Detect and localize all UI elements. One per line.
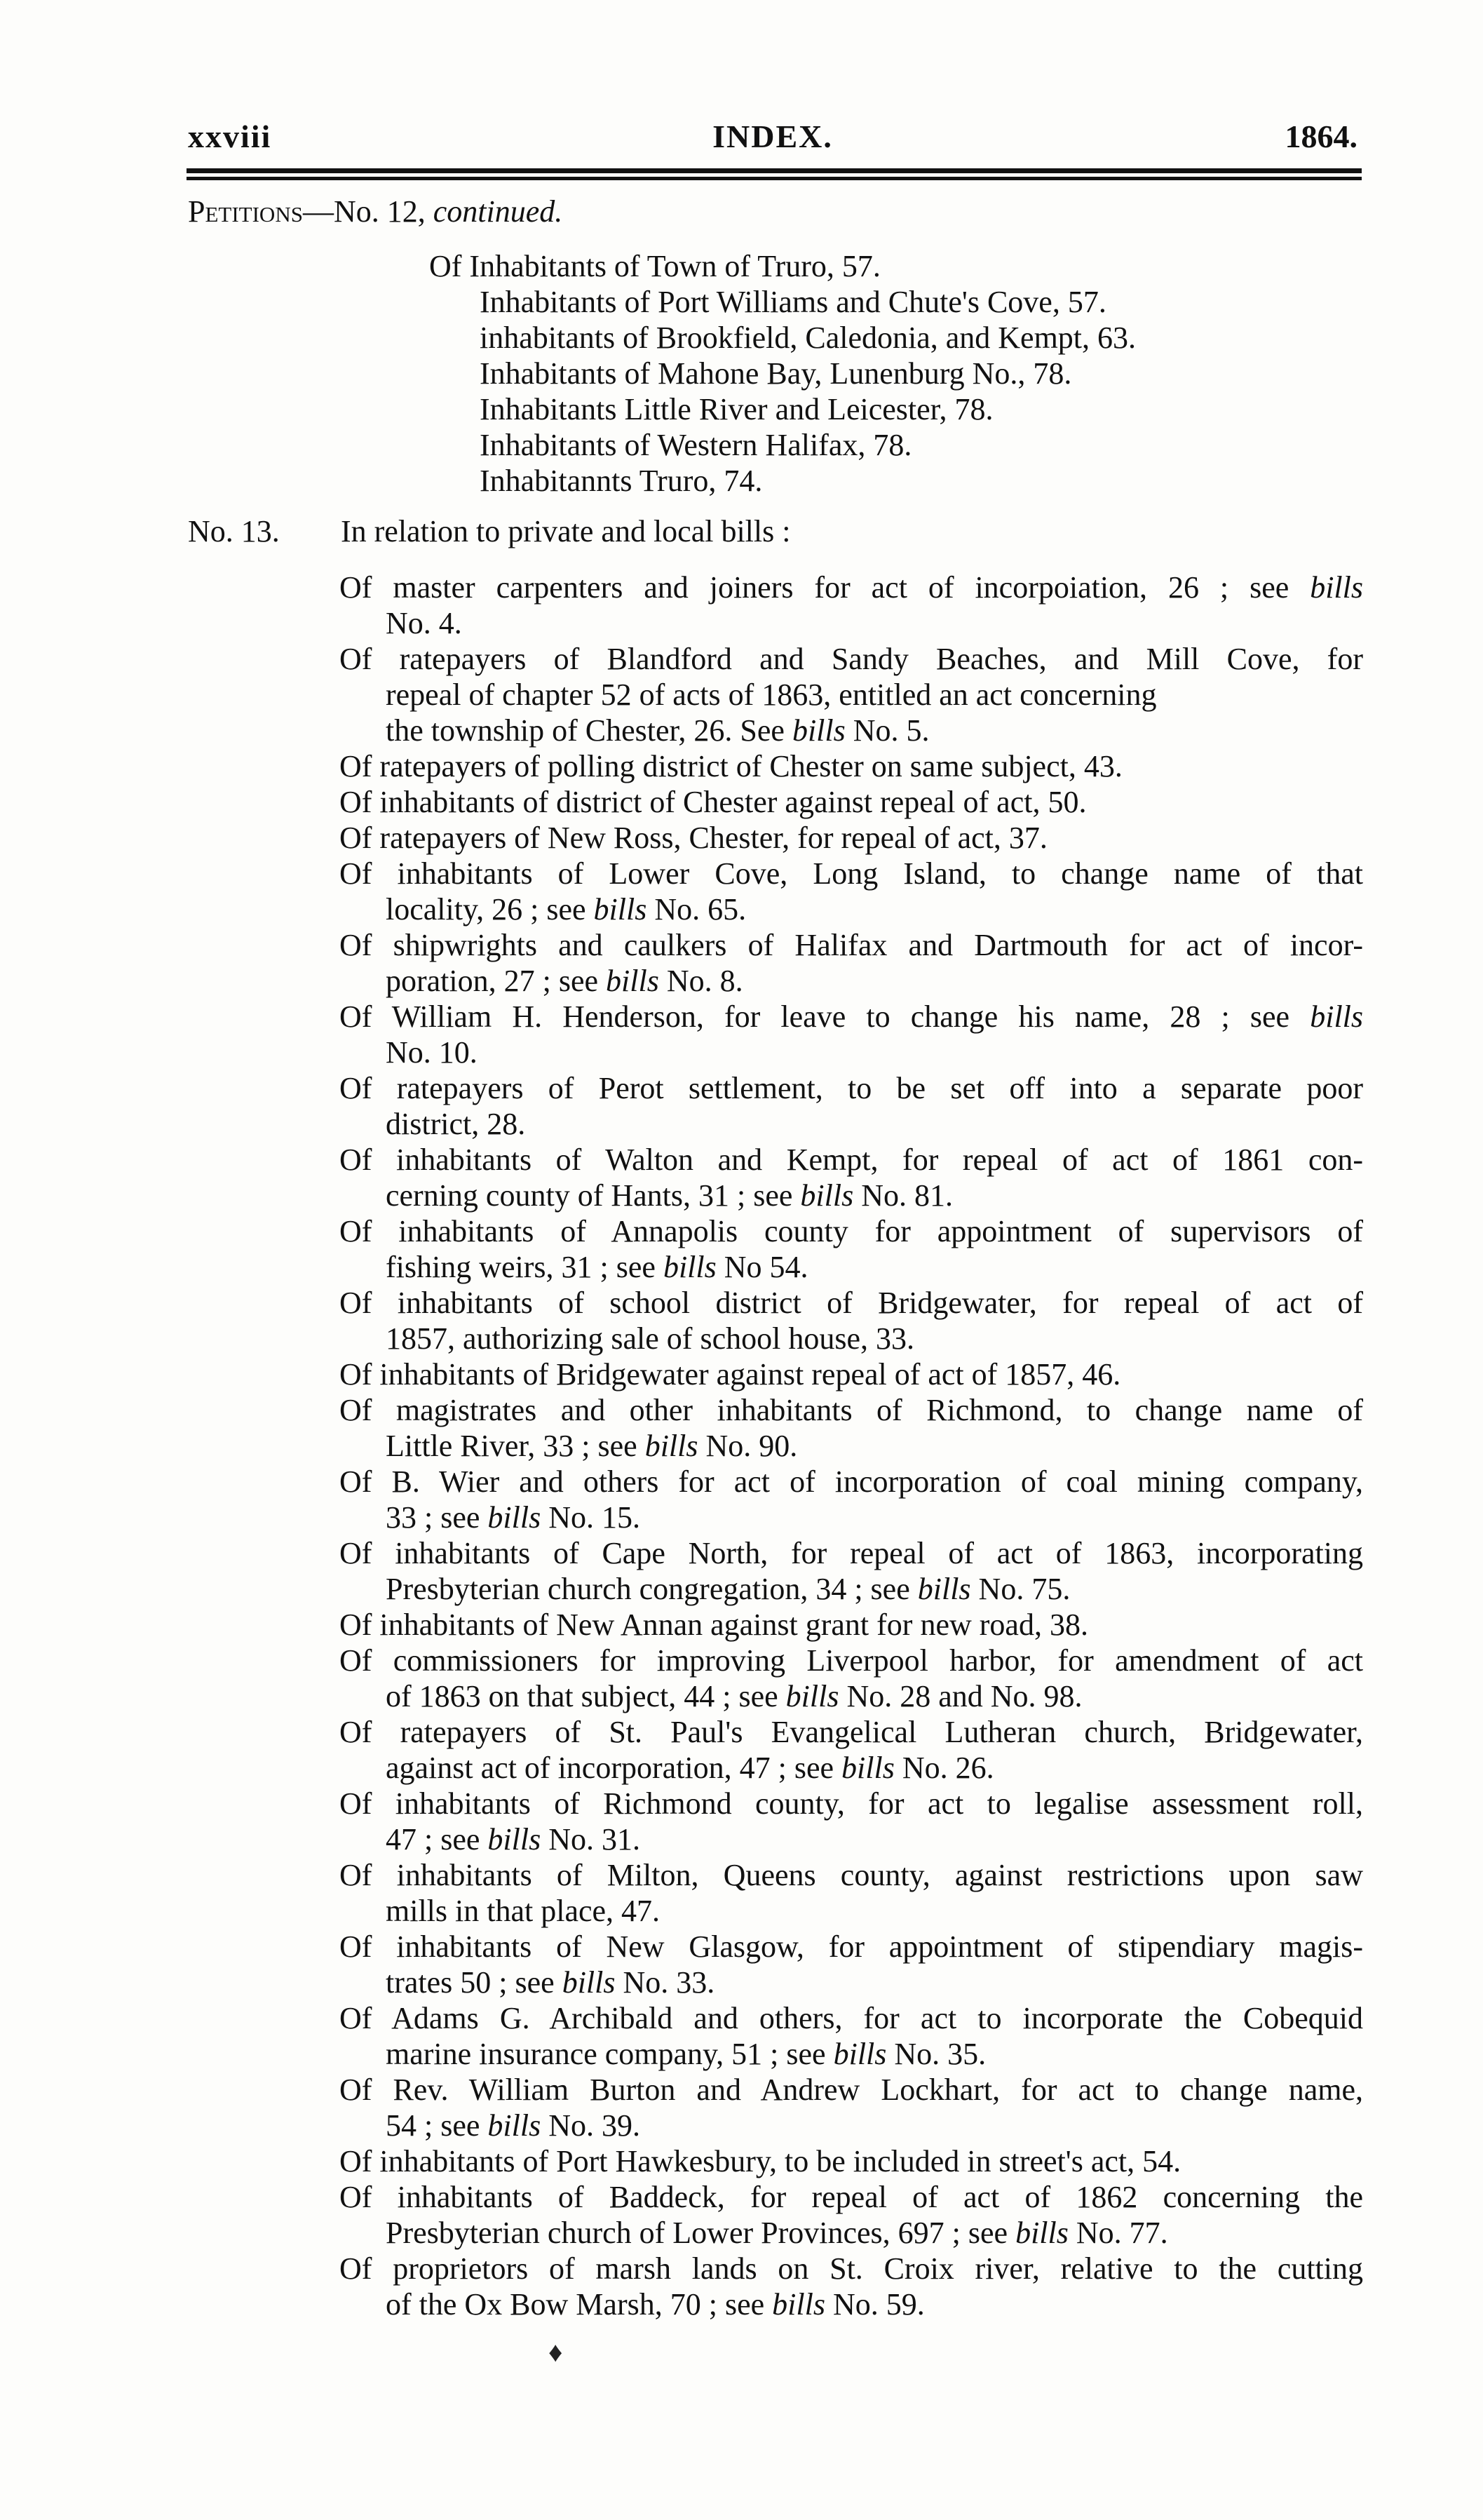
list-item: [339, 820, 1363, 856]
bills-ref: bills: [663, 1250, 717, 1284]
entry-text: Of inhabitants of Bridgewater against repeal of act of 1857, 46.: [339, 1357, 1121, 1392]
list-item: [339, 2143, 1363, 2179]
entry-text: 54 ; see: [386, 2108, 480, 2143]
list-item: [339, 1535, 1363, 1607]
list-item: [339, 748, 1363, 784]
list-item: [339, 1607, 1363, 1643]
entry-text: No. 65.: [646, 892, 747, 927]
list-item: [339, 2072, 1363, 2143]
entry-text: Of proprietors of marsh lands on St. Croix river, relative to the cutting: [339, 2251, 1363, 2286]
list-item: [339, 2179, 1363, 2251]
bills-ref: bills: [833, 2037, 887, 2071]
list-item: [339, 1356, 1363, 1392]
bills-ref: bills: [1015, 2216, 1069, 2250]
entry-text: of 1863 on that subject, 44 ; see: [386, 1679, 778, 1713]
page-header: [188, 118, 1357, 160]
list-item: [339, 856, 1363, 927]
entry-text: marine insurance company, 51 ; see: [386, 2037, 826, 2071]
list-item: [339, 570, 1363, 641]
entry-text: the township of Chester, 26. See: [386, 713, 785, 748]
entry-text: No. 4.: [386, 606, 462, 640]
bills-ref: bills: [593, 892, 647, 927]
list-item: [339, 1213, 1363, 1285]
subsection-number: No. 13.: [188, 514, 280, 548]
bills-ref: bills: [785, 1679, 839, 1713]
entry-text: No. 90.: [698, 1429, 798, 1463]
entry-text: No. 35.: [886, 2037, 987, 2071]
list-item: [339, 927, 1363, 999]
bills-ref: bills: [1310, 999, 1364, 1034]
entry-text: Of inhabitants of Cape North, for repeal of act of 1863, incorporating: [339, 1536, 1363, 1570]
entry-text: No. 75.: [970, 1572, 1071, 1606]
entry-text: trates 50 ; see: [386, 1965, 555, 2000]
entry-text: 33 ; see: [386, 1500, 480, 1535]
bills-ref: bills: [772, 2287, 825, 2322]
entry-text: poration, 27 ; see: [386, 964, 599, 998]
list-item: Inhabitants Little River and Leicester, 78.: [480, 392, 994, 426]
bills-ref: bills: [562, 1965, 616, 2000]
entry-text: Of B. Wier and others for act of incorporation of coal mining company,: [339, 1464, 1363, 1499]
page-number-roman: xxviii: [188, 119, 272, 154]
bills-ref: bills: [606, 964, 659, 998]
entry-text: cerning county of Hants, 31 ; see: [386, 1178, 793, 1213]
subsection-heading: [188, 513, 790, 549]
entry-text: 1857, authorizing sale of school house, 33.: [386, 1321, 914, 1356]
list-item: [339, 1392, 1363, 1464]
entry-text: No. 5.: [845, 713, 930, 748]
entry-text: Of inhabitants of Annapolis county for appointment of supervisors of: [339, 1214, 1363, 1248]
year: 1864.: [1285, 119, 1357, 154]
printer-mark: ♦: [548, 2336, 563, 2368]
entry-text: 47 ; see: [386, 1822, 480, 1857]
section-number: —No. 12,: [302, 194, 433, 229]
bills-ref: bills: [800, 1178, 854, 1213]
entry-text: Of magistrates and other inhabitants of Richmond, to change name of: [339, 1393, 1363, 1427]
list-item: [339, 1643, 1363, 1714]
list-item: [339, 999, 1363, 1070]
list-item: Inhabitants of Port Williams and Chute's Cove, 57.: [480, 285, 1106, 319]
entry-text: No. 15.: [541, 1500, 640, 1535]
entry-text: mills in that place, 47.: [386, 1894, 661, 1928]
list-item: [339, 1929, 1363, 2000]
list-item: [339, 1714, 1363, 1786]
entry-text: No. 10.: [386, 1035, 478, 1070]
entry-text: Of ratepayers of St. Paul's Evangelical Lutheran church, Bridgewater,: [339, 1715, 1363, 1749]
entry-text: locality, 26 ; see: [386, 892, 586, 927]
entry-text: Of commissioners for improving Liverpool harbor, for amendment of act: [339, 1643, 1363, 1678]
page-title: INDEX.: [712, 119, 833, 154]
entry-text: Of ratepayers of Blandford and Sandy Beaches, and Mill Cove, for: [339, 642, 1363, 676]
list-item: [339, 1070, 1363, 1142]
list-item: [339, 641, 1363, 748]
entry-text: fishing weirs, 31 ; see: [386, 1250, 656, 1284]
section-heading: [188, 194, 562, 229]
entry-text: No. 59.: [825, 2287, 925, 2322]
entry-text: Of shipwrights and caulkers of Halifax and Dartmouth for act of incor-: [339, 928, 1363, 962]
entry-text: Of inhabitants of Milton, Queens county, against restrictions upon saw: [339, 1858, 1363, 1892]
entry-text: Of inhabitants of New Annan against grant for new road, 38.: [339, 1608, 1088, 1642]
entry-text: Of Rev. William Burton and Andrew Lockhart, for act to change name,: [339, 2073, 1363, 2107]
list-item: Inhabitants of Mahone Bay, Lunenburg No., 78.: [480, 356, 1072, 391]
list-item: Inhabitants of Western Halifax, 78.: [480, 428, 912, 462]
list-item: [339, 784, 1363, 820]
list-item: [339, 2000, 1363, 2072]
entry-text: Of ratepayers of polling district of Chester on same subject, 43.: [339, 749, 1123, 783]
list-item: [339, 1142, 1363, 1213]
bills-ref: bills: [487, 1500, 541, 1535]
list-item: [339, 1857, 1363, 1929]
list-item: inhabitants of Brookfield, Caledonia, and Kempt, 63.: [480, 321, 1137, 355]
entry-text: No. 31.: [541, 1822, 640, 1857]
header-rule-thin: [187, 177, 1362, 180]
list-item: Inhabitannts Truro, 74.: [480, 464, 763, 498]
entry-text: No 54.: [716, 1250, 808, 1284]
list-item: [339, 1285, 1363, 1356]
entry-text: Of inhabitants of New Glasgow, for appointment of stipendiary magis-: [339, 1929, 1363, 1964]
petition-list-continued: [429, 248, 1136, 499]
list-item: [339, 1464, 1363, 1535]
subsection-title: In relation to private and local bills :: [341, 514, 791, 548]
entry-text: No. 77.: [1068, 2216, 1168, 2250]
entry-text: district, 28.: [386, 1107, 526, 1141]
petition-entries: [339, 570, 1363, 2322]
list-item: Of Inhabitants of Town of Truro, 57.: [429, 249, 881, 283]
entry-text: No. 8.: [658, 964, 743, 998]
entry-text: Presbyterian church congregation, 34 ; see: [386, 1572, 910, 1606]
entry-text: Of master carpenters and joiners for act of incorpoiation, 26 ; see: [339, 570, 1289, 605]
entry-text: Of inhabitants of district of Chester against repeal of act, 50.: [339, 785, 1087, 819]
entry-text: Of inhabitants of Walton and Kempt, for repeal of act of 1861 con-: [339, 1143, 1363, 1177]
entry-text: Of ratepayers of Perot settlement, to be set off into a separate poor: [339, 1071, 1363, 1105]
entry-text: repeal of chapter 52 of acts of 1863, entitled an act concerning: [386, 678, 1157, 712]
bills-ref: bills: [792, 713, 846, 748]
entry-text: No. 81.: [853, 1178, 953, 1213]
list-item: [339, 2251, 1363, 2322]
list-item: [339, 1786, 1363, 1857]
entry-text: Of William H. Henderson, for leave to change his name, 28 ; see: [339, 999, 1290, 1034]
entry-text: Little River, 33 ; see: [386, 1429, 637, 1463]
bills-ref: bills: [487, 2108, 541, 2143]
bills-ref: bills: [917, 1572, 971, 1606]
bills-ref: bills: [487, 1822, 541, 1857]
bills-ref: bills: [841, 1751, 895, 1785]
section-continued: continued.: [433, 194, 563, 229]
entry-text: Of inhabitants of Lower Cove, Long Island, to change name of that: [339, 856, 1363, 891]
entry-text: of the Ox Bow Marsh, 70 ; see: [386, 2287, 765, 2322]
entry-text: against act of incorporation, 47 ; see: [386, 1751, 834, 1785]
header-rule-thick: [187, 168, 1362, 173]
entry-text: No. 33.: [615, 1965, 715, 2000]
entry-text: Of inhabitants of school district of Bridgewater, for repeal of act of: [339, 1286, 1363, 1320]
entry-text: Of inhabitants of Baddeck, for repeal of act of 1862 concerning the: [339, 2180, 1363, 2214]
entry-text: No. 39.: [541, 2108, 640, 2143]
entry-text: Of inhabitants of Port Hawkesbury, to be included in street's act, 54.: [339, 2144, 1181, 2178]
section-label: Petitions: [188, 194, 303, 229]
entry-text: Of Adams G. Archibald and others, for act to incorporate the Cobequid: [339, 2001, 1363, 2035]
entry-text: Of inhabitants of Richmond county, for act to legalise assessment roll,: [339, 1786, 1363, 1821]
bills-ref: bills: [644, 1429, 698, 1463]
entry-text: Presbyterian church of Lower Provinces, 697 ; see: [386, 2216, 1008, 2250]
entry-text: No. 28 and No. 98.: [839, 1679, 1083, 1713]
entry-text: Of ratepayers of New Ross, Chester, for repeal of act, 37.: [339, 821, 1048, 855]
entry-text: No. 26.: [894, 1751, 994, 1785]
bills-ref: bills: [1310, 570, 1363, 605]
